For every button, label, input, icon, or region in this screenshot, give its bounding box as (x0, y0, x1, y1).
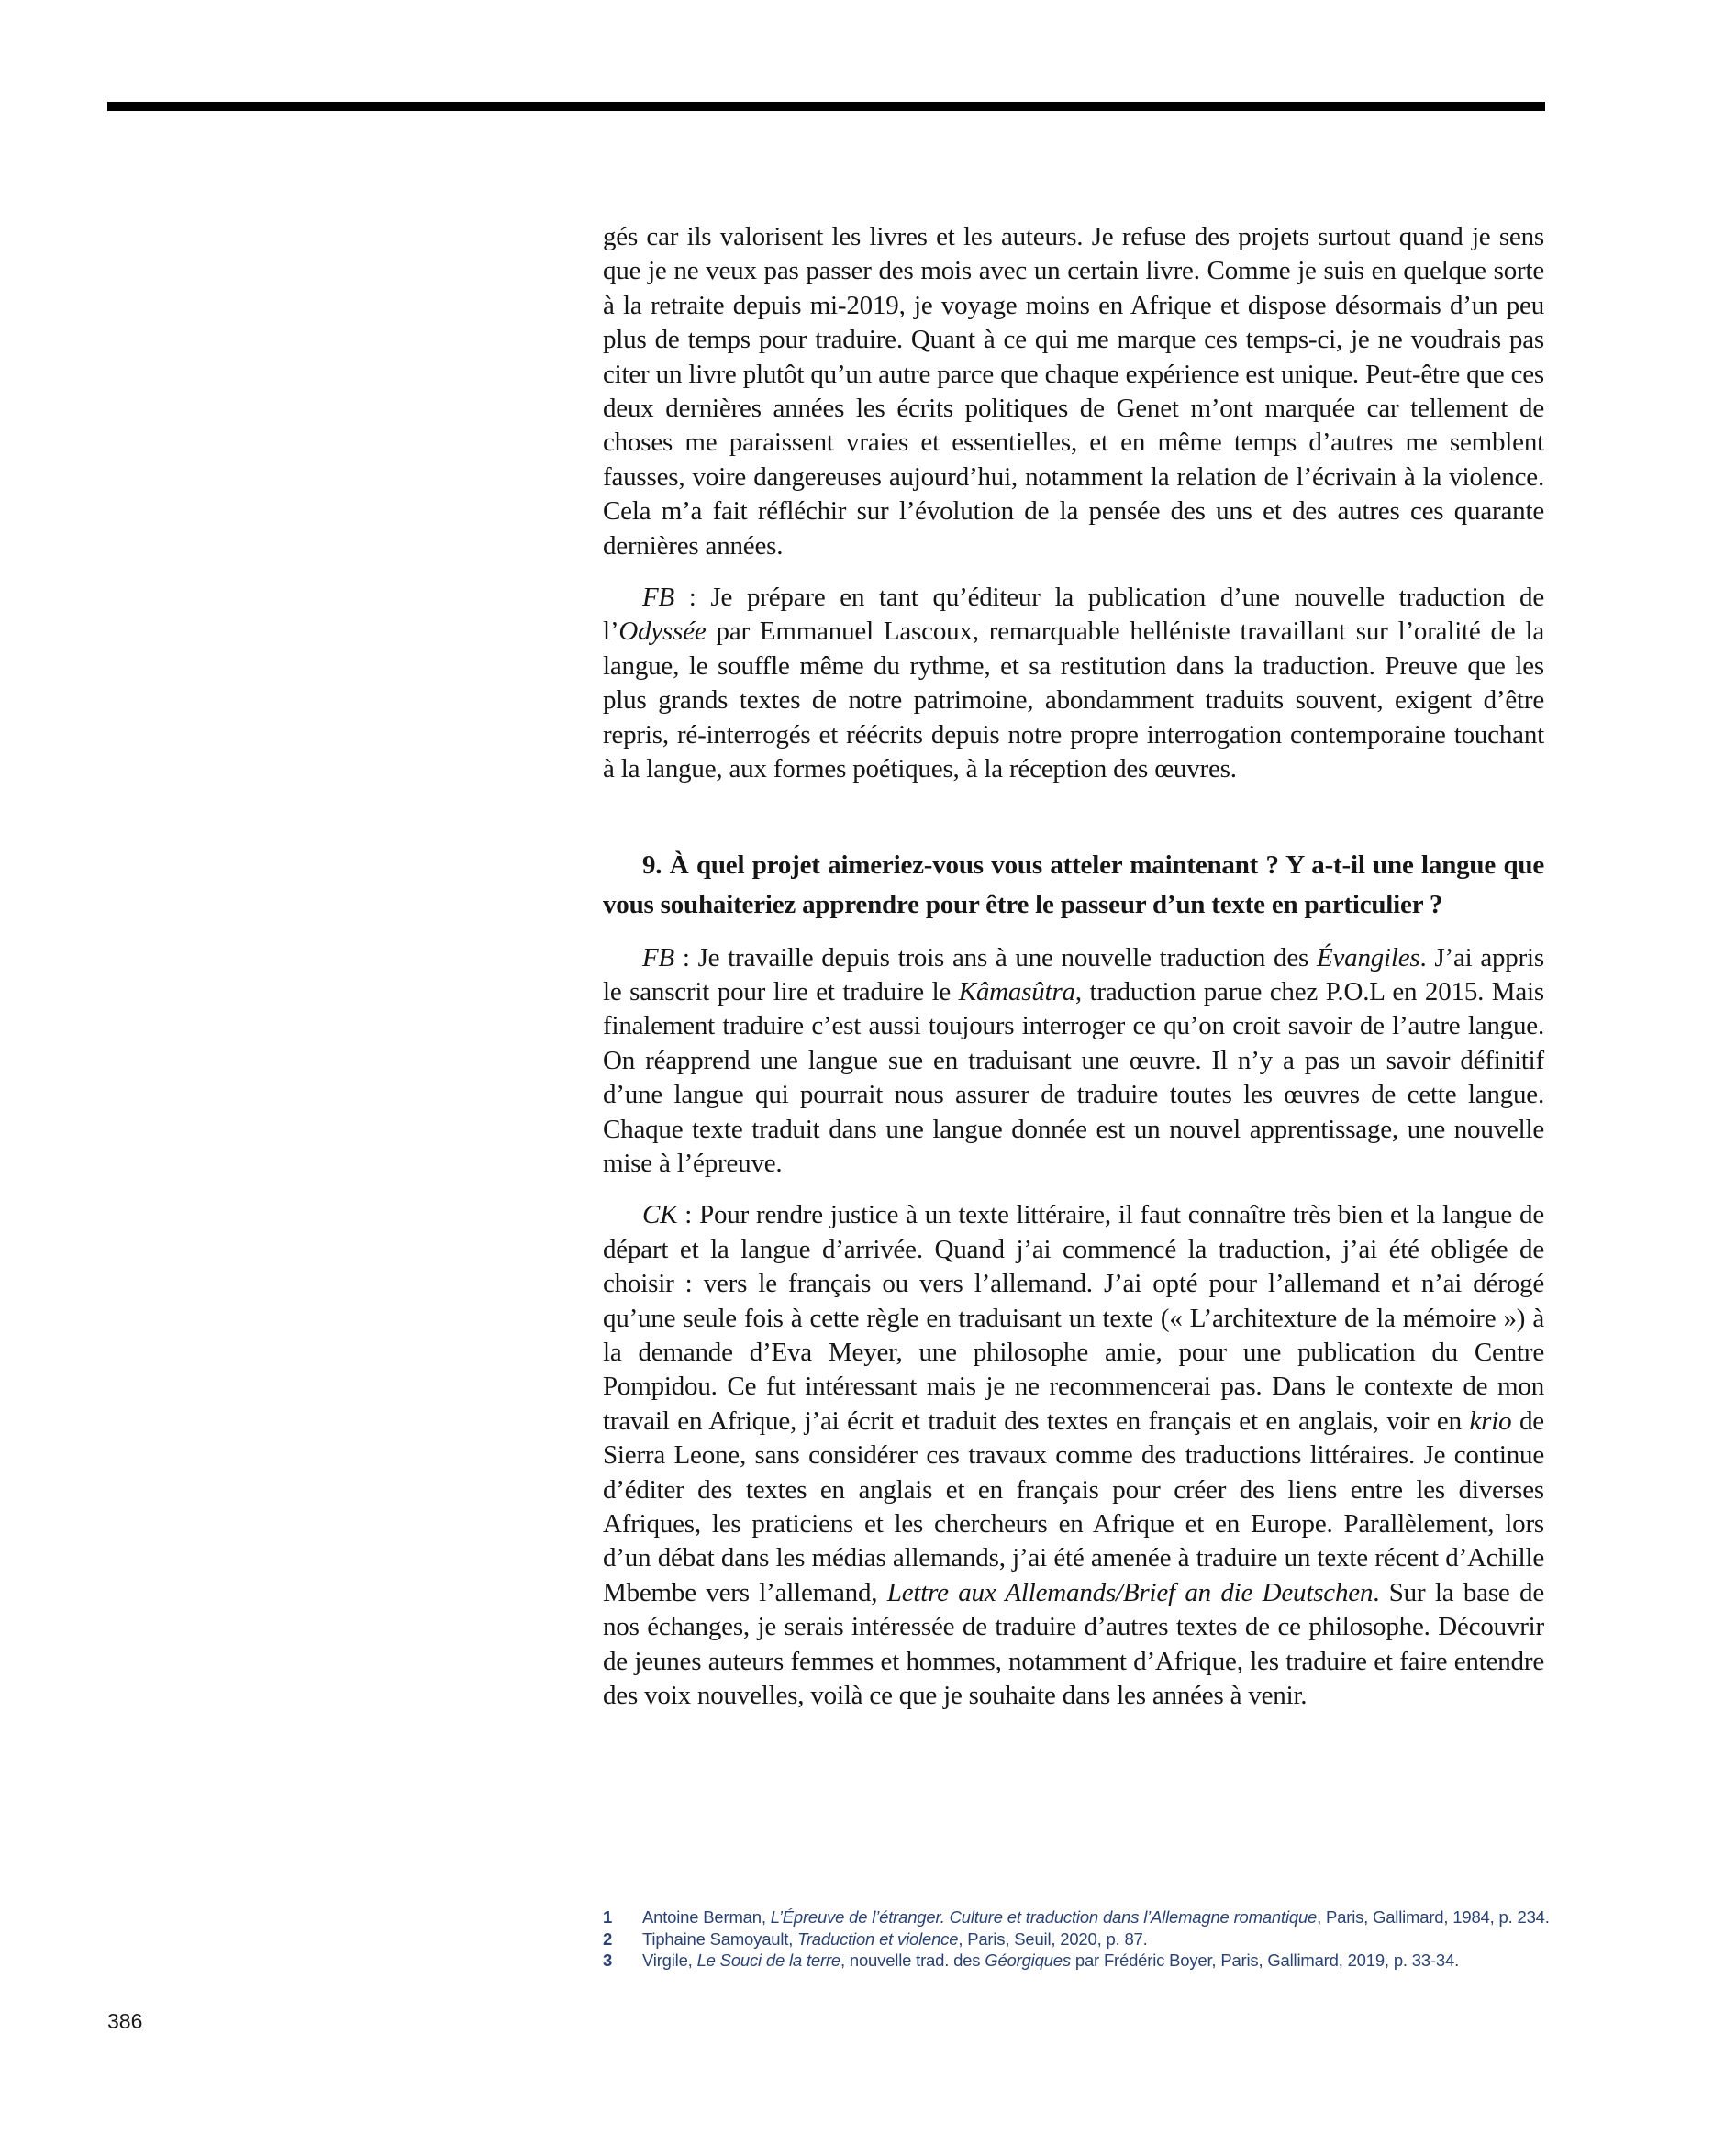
italic-text-run: FB (642, 942, 675, 972)
text-run: . Sur la base de nos échanges, je serais intéressée de traduire d’autres textes de ce philosophe. Découvrir de jeunes auteurs femmes et hommes, notamment d’Afrique, les traduire et faire entendre des voix nouvelles, voilà ce que je souhaite dans les années à venir. (603, 1577, 1544, 1711)
footnote-number: 3 (603, 1950, 613, 1970)
text-run: de Sierra Leone, sans considérer ces travaux comme des traductions littéraires. Je continue d’éditer des textes en anglais et en français pour créer des liens entre les diverses Afriques, les praticiens et les chercheurs en Afrique et en Europe. Parallèlement, lors d’un débat dans les médias allemands, j’ai été amenée à traduire un texte récent d’Achille Mbembe vers l’allemand, (603, 1406, 1544, 1607)
paragraph (603, 581, 1544, 786)
italic-text-run: Géorgiques (985, 1950, 1071, 1970)
text-run: , Paris, Gallimard, 1984, p. 234. (1317, 1907, 1550, 1927)
paragraph (603, 1198, 1544, 1713)
footnote (603, 1950, 1612, 1972)
text-run: Virgile, (642, 1950, 697, 1970)
paragraph (603, 220, 1544, 563)
italic-text-run: Lettre aux Allemands/Brief an die Deutschen (886, 1577, 1374, 1607)
text-run: , Paris, Seuil, 2020, p. 87. (958, 1928, 1148, 1949)
text-run: : Je prépare en tant qu’éditeur la publication d’une nouvelle traduction de l’ (603, 583, 1544, 647)
italic-text-run: CK (642, 1200, 678, 1230)
text-run: , traduction parue chez P.O.L en 2015. Mais finalement traduire c’est aussi toujours interroger ce qu’on croit savoir de l’autre langue. On réapprend une langue sue en traduisant une œuvre. Il n’y a pas un savoir définitif d’une langue qui pourrait nous assurer de traduire toutes les œuvres de cette langue. Chaque texte traduit dans une langue donnée est un nouvel apprentissage, une nouvelle mise à l’épreuve. (603, 976, 1544, 1178)
italic-text-run: krio (1469, 1406, 1512, 1436)
text-run: : Pour rendre justice à un texte littéraire, il faut connaître très bien et la langue de départ et la langue d’arrivée. Quand j’ai commencé la traduction, j’ai été obligée de choisir : vers le français ou vers l’allemand. J’ai opté pour l’allemand et n’ai dérogé qu’une seule fois à cette règle en traduisant un texte (« L’architexture de la mémoire ») à la demande d’Eva Meyer, une philosophe amie, pour une publication du Centre Pompidou. Ce fut intéressant mais je ne recommencerai pas. Dans le contexte de mon travail en Afrique, j’ai écrit et traduit des textes en français et en anglais, voir en (603, 1200, 1544, 1436)
text-run: : Je travaille depuis trois ans à une nouvelle traduction des (674, 942, 1317, 972)
paragraph (603, 941, 1544, 1182)
header-rule (107, 102, 1545, 111)
italic-text-run: Évangiles (1316, 942, 1420, 972)
text-run: . J’ai appris le sanscrit pour lire et traduire le (603, 942, 1544, 1006)
footnote-number: 1 (603, 1907, 613, 1927)
text-run: , nouvelle trad. des (840, 1950, 985, 1970)
footnotes (603, 1906, 1612, 1972)
text-run: Antoine Berman, (642, 1907, 771, 1927)
italic-text-run: L’Épreuve de l’étranger. Culture et traduction dans l’Allemagne romantique (770, 1907, 1318, 1927)
text-run: gés car ils valorisent les livres et les auteurs. Je refuse des projets surtout quand je sens que je ne veux pas passer des mois avec un certain livre. Comme je suis en quelque sorte à la retraite depuis mi-2019, je voyage moins en Afrique et dispose désormais d’un peu plus de temps pour traduire. Quant à ce qui me marque ces temps-ci, je ne voudrais pas citer un livre plutôt qu’un autre parce que chaque expérience est unique. Peut-être que ces deux dernières années les écrits politiques de Genet m’ont marquée car tellement de choses me paraissent vraies et essentielles, et en même temps d’autres me semblent fausses, voire dangereuses aujourd’hui, notamment la relation de l’écrivain à la violence. Cela m’a fait réfléchir sur l’évolution de la pensée des uns et des autres ces quarante dernières années. (603, 222, 1544, 561)
text-run: par Emmanuel Lascoux, remarquable helléniste travaillant sur l’oralité de la langue, le souffle même du rythme, et sa restitution dans la traduction. Preuve que les plus grands textes de notre patrimoine, abondamment traduits souvent, exigent d’être repris, ré-interrogés et réécrits depuis notre propre interrogation contemporaine touchant à la langue, aux formes poétiques, à la réception des œuvres. (603, 617, 1544, 784)
footnote-number: 2 (603, 1928, 613, 1949)
text-column (603, 220, 1544, 1713)
text-run: Tiphaine Samoyault, (642, 1928, 798, 1949)
italic-text-run: Kâmasûtra (958, 976, 1075, 1006)
footnote (603, 1906, 1612, 1928)
italic-text-run: Le Souci de la terre (696, 1950, 840, 1970)
text-run: 9. À quel projet aimeriez-vous vous atteler maintenant ? Y a-t-il une langue que vous souhaiteriez apprendre pour être le passeur d’un texte en particulier ? (603, 850, 1544, 919)
footnote-text (642, 1928, 1612, 1950)
italic-text-run: Odyssée (618, 617, 707, 647)
footnote (603, 1928, 1612, 1950)
italic-text-run: FB (642, 583, 675, 613)
italic-text-run: Traduction et violence (797, 1928, 959, 1949)
page-number: 386 (107, 2009, 143, 2033)
text-run: par Frédéric Boyer, Paris, Gallimard, 2019, p. 33-34. (1070, 1950, 1460, 1970)
section-heading (603, 846, 1544, 925)
footnote-text (642, 1950, 1612, 1972)
footnote-text (642, 1906, 1612, 1928)
